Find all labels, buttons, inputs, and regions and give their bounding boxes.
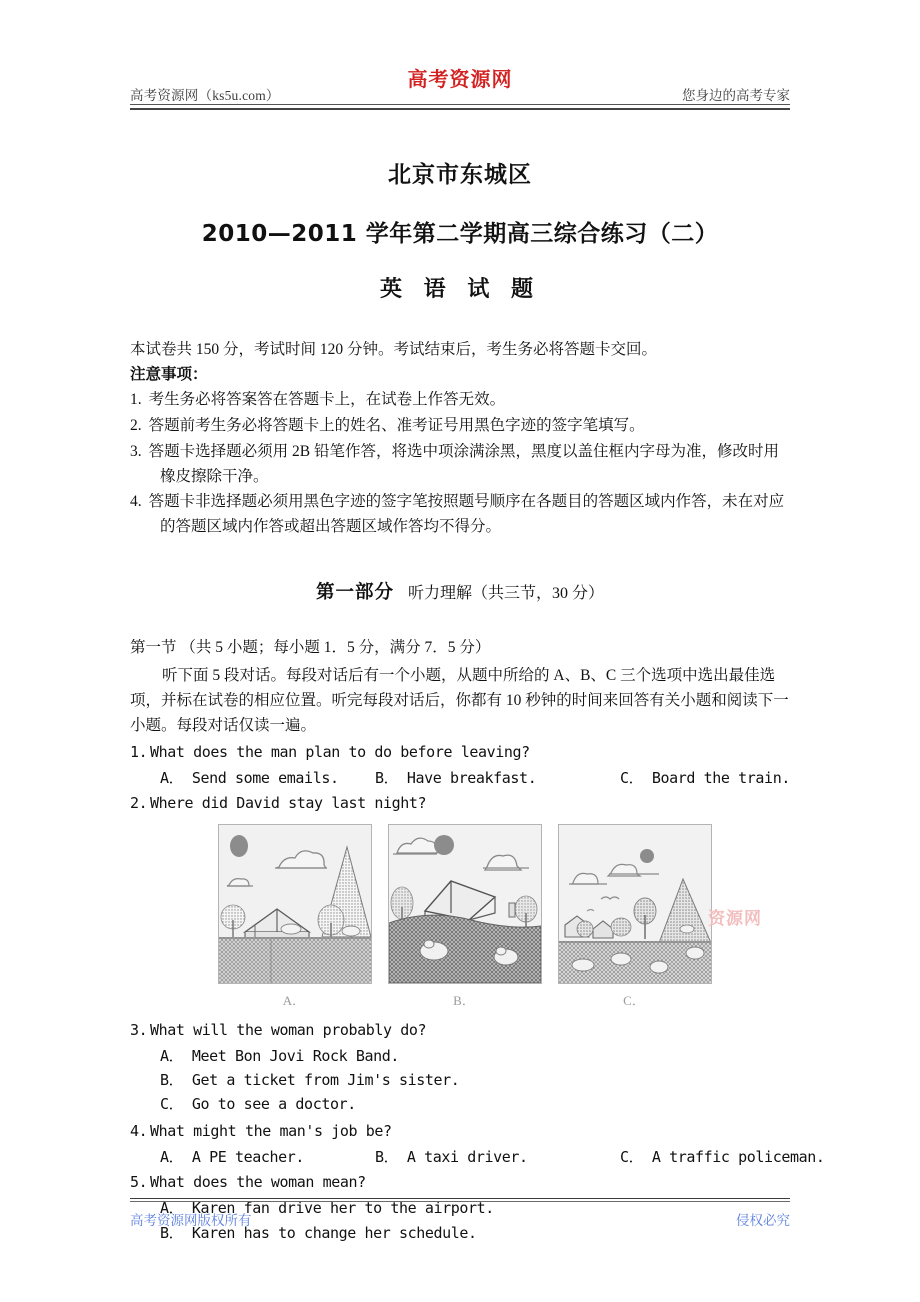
option-b[interactable]: B． Get a ticket from Jim's sister. — [160, 1071, 460, 1090]
notice-number: 2. — [130, 417, 142, 435]
footer-row — [130, 1209, 790, 1231]
question-stem — [130, 741, 790, 764]
notice-item — [130, 440, 790, 490]
footer-copyright: 高考资源网版权所有 — [130, 1213, 252, 1228]
picture-a-image — [218, 824, 372, 984]
header-slogan: 您身边的高考专家 — [682, 88, 790, 103]
question-text: What does the woman mean? — [150, 1173, 366, 1192]
notice-item — [130, 490, 790, 540]
page-footer — [130, 1198, 790, 1231]
picture-option-a[interactable] — [218, 824, 370, 1009]
section-heading: 第一节 （共 5 小题；每小题 1．5 分，满分 7．5 分） — [130, 639, 491, 656]
question-text: What might the man's job be? — [150, 1121, 392, 1140]
option-c[interactable]: C． Go to see a doctor. — [160, 1095, 356, 1114]
question-stem — [130, 1171, 790, 1194]
part-heading-detail: 听力理解（共三节，30 分） — [408, 585, 605, 602]
question-text: What will the woman probably do? — [150, 1020, 427, 1039]
question-2 — [130, 792, 790, 815]
picture-c-image — [558, 824, 712, 984]
question-number: 2. — [130, 794, 148, 813]
exam-intro-text: 本试卷共 150 分，考试时间 120 分钟。考试结束后，考生务必将答题卡交回。 — [130, 341, 658, 358]
notice-text: 答题前考生务必将答题卡上的姓名、准考证号用黑色字迹的签字笔填写。 — [148, 417, 645, 435]
question-1 — [130, 741, 790, 789]
option-a[interactable]: A． A PE teacher. — [160, 1148, 305, 1167]
picture-a-label: A． — [282, 992, 306, 1008]
section-instructions: 听下面 5 段对话。每段对话后有一个小题，从题中所给的 A、B、C 三个选项中选出最佳选项，并标在试卷的相应位置。听完每段对话后，你都有 10 秒钟的时间来回答有关小题和阅读下一小题。每段对话仅读一遍。 — [130, 666, 789, 735]
option-c[interactable]: C． Board the train. — [620, 769, 790, 788]
header-logo: 高考资源网 — [407, 67, 513, 91]
question-options — [130, 1044, 790, 1117]
question-number: 4. — [130, 1121, 148, 1140]
notice-list — [130, 388, 790, 540]
option-a[interactable]: A． Meet Bon Jovi Rock Band. — [160, 1046, 400, 1065]
picture-option-b[interactable] — [388, 824, 540, 1009]
question-text: What does the man plan to do before leaving? — [150, 743, 530, 762]
picture-b-image — [388, 824, 542, 984]
notice-item — [130, 388, 790, 413]
picture-option-c[interactable] — [558, 824, 710, 1009]
option-a[interactable]: A． Send some emails. — [160, 769, 339, 788]
question-number: 1. — [130, 743, 148, 762]
question-number: 5. — [130, 1173, 148, 1192]
notice-text: 考生务必将答案答在答题卡上，在试卷上作答无效。 — [148, 391, 506, 409]
question-3 — [130, 1019, 790, 1117]
page-title: 北京市东城区 — [388, 162, 532, 188]
title-block — [130, 156, 790, 303]
question-stem — [130, 1019, 790, 1042]
question-number: 3. — [130, 1020, 148, 1039]
footer-rights: 侵权必究 — [736, 1213, 790, 1228]
picture-c-label: C． — [623, 992, 645, 1008]
notice-number: 3. — [130, 442, 142, 460]
notice-number: 1. — [130, 391, 142, 409]
footer-divider — [130, 1198, 790, 1202]
watermark-text: 资源网 — [708, 908, 762, 929]
picture-b-label: B． — [453, 992, 475, 1008]
option-a[interactable]: A． Karen fan drive her to the airport. — [160, 1199, 494, 1218]
notice-label: 注意事项： — [130, 366, 208, 384]
notice-text: 答题卡选择题必须用 2B 铅笔作答，将选中项涂满涂黑，黑度以盖住框内字母为准，修改时用橡皮擦除干净。 — [148, 442, 779, 485]
question-2-picture-options — [130, 824, 790, 1016]
part-heading — [130, 578, 790, 604]
page-header — [130, 58, 790, 110]
option-b[interactable]: B． Karen has to change her schedule. — [160, 1223, 477, 1242]
exam-subtitle: 2010—2011 学年第二学期高三综合练习（二） — [201, 221, 719, 247]
question-options — [130, 1146, 825, 1168]
question-options — [130, 767, 790, 789]
question-stem — [130, 792, 790, 815]
exam-subject: 英 语 试 题 — [380, 277, 540, 302]
question-4 — [130, 1120, 825, 1168]
part-heading-main: 第一部分 — [315, 582, 394, 603]
question-text: Where did David stay last night? — [150, 794, 427, 813]
header-site-name: 高考资源网（ks5u.com） — [130, 88, 280, 103]
header-divider — [130, 104, 790, 110]
option-b[interactable]: B． A taxi driver. — [375, 1148, 528, 1167]
question-stem — [130, 1120, 790, 1143]
notice-number: 4. — [130, 493, 142, 511]
notice-text: 答题卡非选择题必须用黑色字迹的签字笔按照题号顺序在各题目的答题区域内作答，未在对应的答题区域内作答或超出答题区域作答均不得分。 — [148, 493, 785, 536]
option-b[interactable]: B． Have breakfast. — [375, 769, 537, 788]
notice-item — [130, 414, 790, 439]
option-c[interactable]: C． A traffic policeman. — [620, 1148, 825, 1167]
